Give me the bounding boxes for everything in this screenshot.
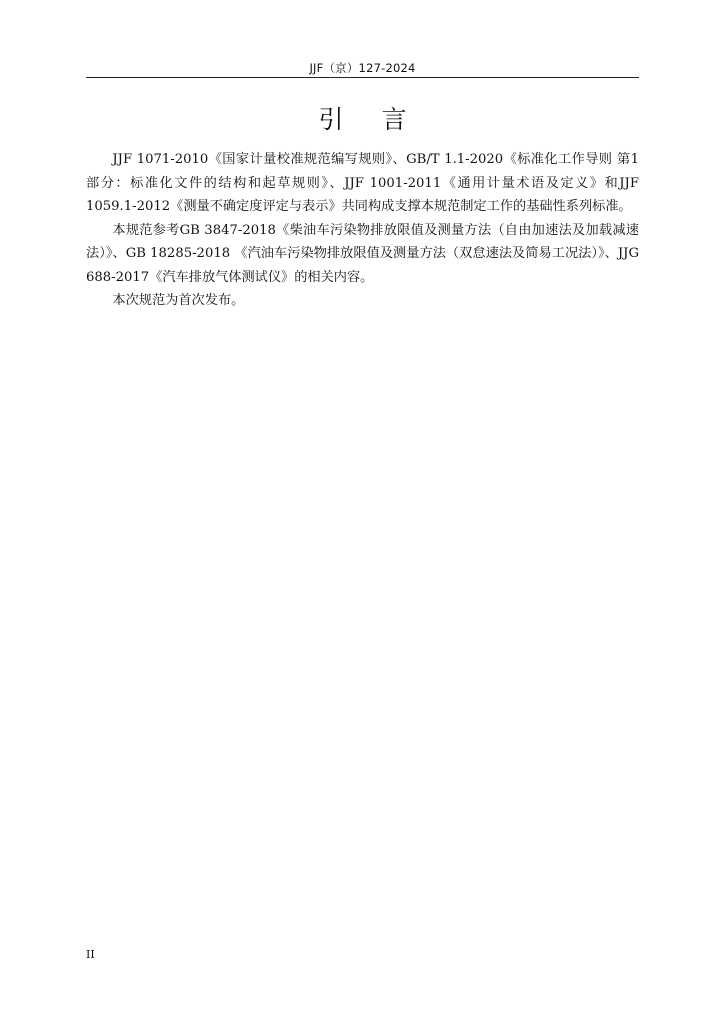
body-text [86,148,639,313]
paragraph-normative-references: JJF 1071-2010《国家计量校准规范编写规则》、GB/T 1.1-2020《标准化工作导则 第1部分：标准化文件的结构和起草规则》、JJF 1001-2011《通用计量术语及定义》和JJF 1059.1-2012《测量不确定度评定与表示》共同构成支撑本规范制定工作的基础性系列标准。 [86,152,639,214]
running-header: JJF（京）127-2024 [309,61,416,75]
section-title: 引言 [318,105,445,134]
paragraph-first-release: 本次规范为首次发布。 [112,293,245,308]
page-number: II [86,948,95,961]
header-divider [86,77,639,78]
paragraph-reference-standards: 本规范参考GB 3847-2018《柴油车污染物排放限值及测量方法（自由加速法及加载减速法）》、GB 18285-2018 《汽油车污染物排放限值及测量方法（双怠速法及简易工况法）》、JJG 688-2017《汽车排放气体测试仪》的相关内容。 [86,222,639,285]
